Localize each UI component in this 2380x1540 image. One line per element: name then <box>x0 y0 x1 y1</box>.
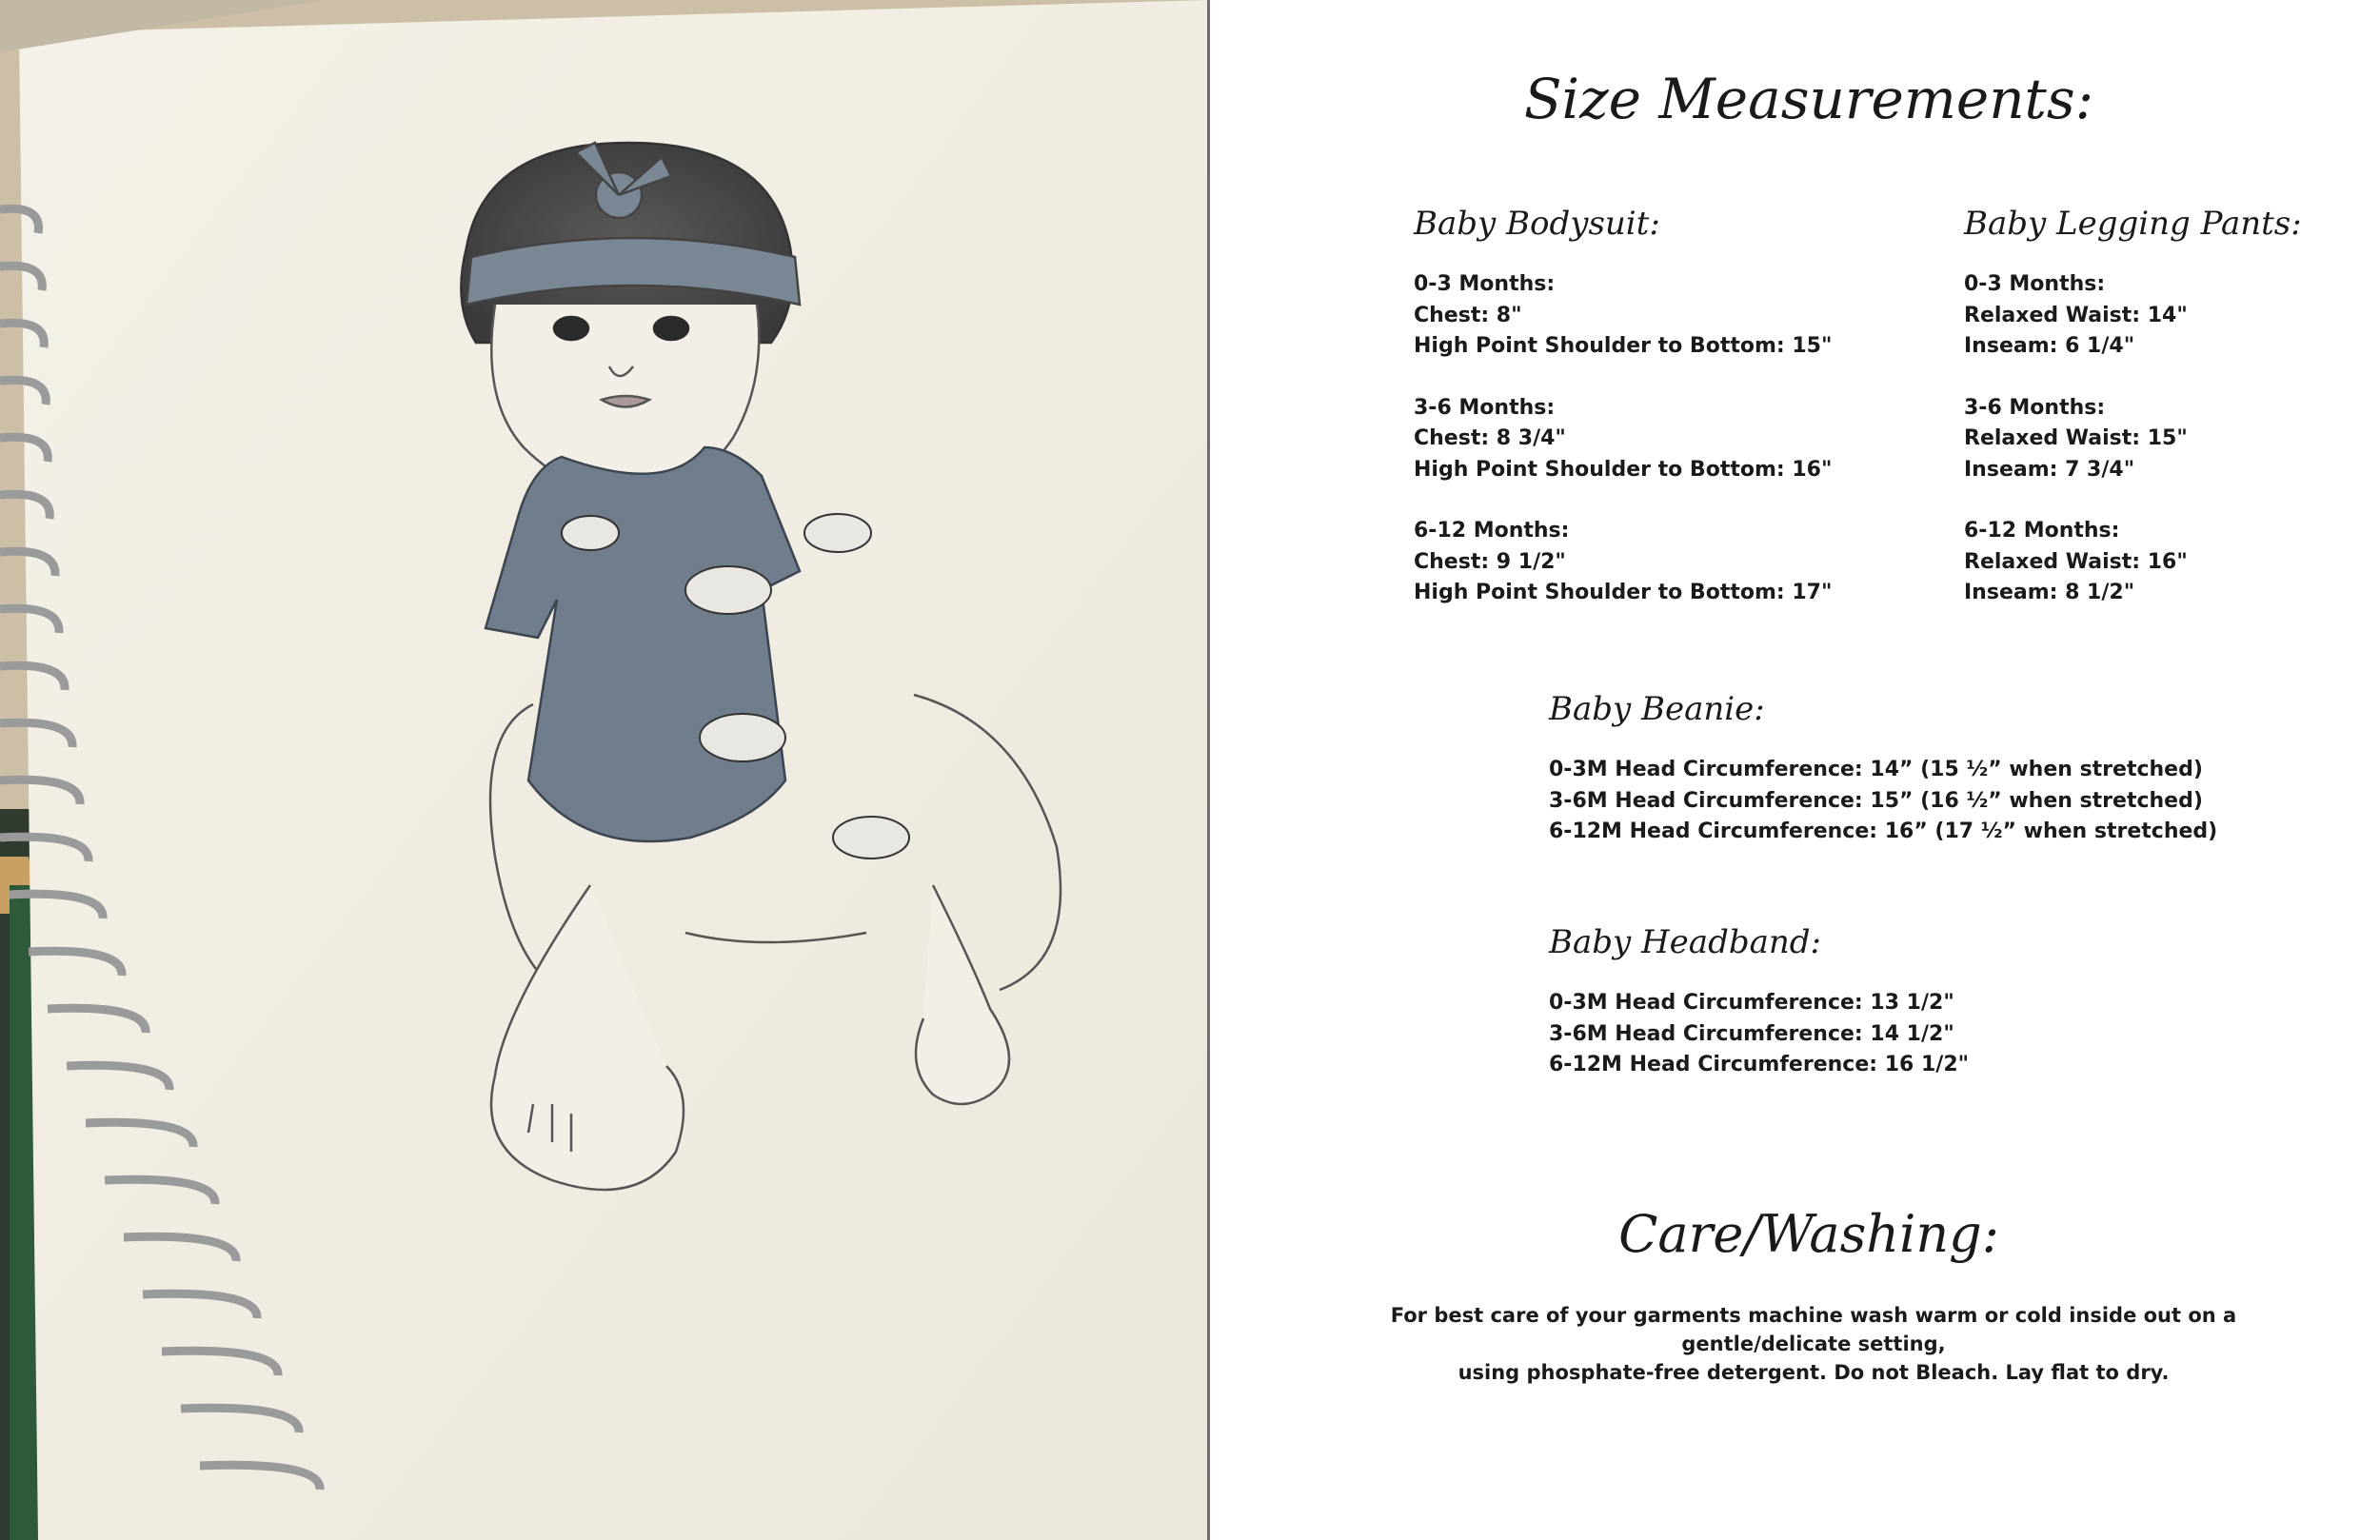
leggings-size-group <box>1964 269 2302 363</box>
beanie-heading: Baby Beanie: <box>1549 690 1765 728</box>
bodysuit-heading: Baby Bodysuit: <box>1414 205 1660 243</box>
bodysuit-size-group <box>1414 516 1832 609</box>
leggings-size-group <box>1964 393 2302 486</box>
waist-value: Relaxed Waist: 15" <box>1964 426 2188 450</box>
leggings-heading: Baby Legging Pants: <box>1964 205 2302 243</box>
chest-value: Chest: 8 3/4" <box>1414 426 1566 450</box>
care-title: Care/Washing: <box>1618 1204 1999 1264</box>
leggings-section <box>1964 205 2302 640</box>
bodysuit-size-group <box>1414 269 1832 363</box>
bodysuit-section <box>1414 205 1832 640</box>
size-label: 6-12 Months: <box>1414 519 1570 543</box>
headband-line: 6-12M Head Circumference: 16 1/2" <box>1549 1053 1970 1076</box>
size-label: 3-6 Months: <box>1414 395 1556 420</box>
waist-value: Relaxed Waist: 16" <box>1964 549 2188 574</box>
page-title: Size Measurements: <box>1523 67 2094 131</box>
care-line-1: For best care of your garments machine wash warm or cold inside out on a gentle/delicate setting, <box>1390 1304 2237 1355</box>
inseam-value: Inseam: 7 3/4" <box>1964 457 2135 482</box>
beanie-section <box>1549 690 2217 879</box>
bodysuit-size-group <box>1414 393 1832 486</box>
length-value: High Point Shoulder to Bottom: 15" <box>1414 334 1833 358</box>
headband-line: 3-6M Head Circumference: 14 1/2" <box>1549 1021 1954 1046</box>
inseam-value: Inseam: 6 1/4" <box>1964 334 2135 358</box>
chest-value: Chest: 9 1/2" <box>1414 549 1566 574</box>
page-divider <box>1207 0 1210 1540</box>
headband-line: 0-3M Head Circumference: 13 1/2" <box>1549 991 1954 1015</box>
length-value: High Point Shoulder to Bottom: 16" <box>1414 457 1833 482</box>
size-label: 6-12 Months: <box>1964 519 2120 543</box>
size-label: 0-3 Months: <box>1414 272 1556 296</box>
waist-value: Relaxed Waist: 14" <box>1964 303 2188 327</box>
headband-heading: Baby Headband: <box>1549 923 1821 961</box>
beanie-line: 6-12M Head Circumference: 16” (17 ½” when stretched) <box>1549 819 2218 843</box>
size-label: 3-6 Months: <box>1964 395 2106 420</box>
headband-section <box>1549 923 1969 1112</box>
length-value: High Point Shoulder to Bottom: 17" <box>1414 581 1833 604</box>
beanie-line: 3-6M Head Circumference: 15” (16 ½” when stretched) <box>1549 788 2203 813</box>
inseam-value: Inseam: 8 1/2" <box>1964 581 2135 604</box>
leggings-size-group <box>1964 516 2302 609</box>
chest-value: Chest: 8" <box>1414 303 1522 327</box>
beanie-line: 0-3M Head Circumference: 14” (15 ½” when stretched) <box>1549 758 2203 781</box>
care-line-2: using phosphate-free detergent. Do not Bleach. Lay flat to dry. <box>1458 1361 2170 1384</box>
size-label: 0-3 Months: <box>1964 272 2106 296</box>
care-instructions <box>1314 1301 2313 1387</box>
